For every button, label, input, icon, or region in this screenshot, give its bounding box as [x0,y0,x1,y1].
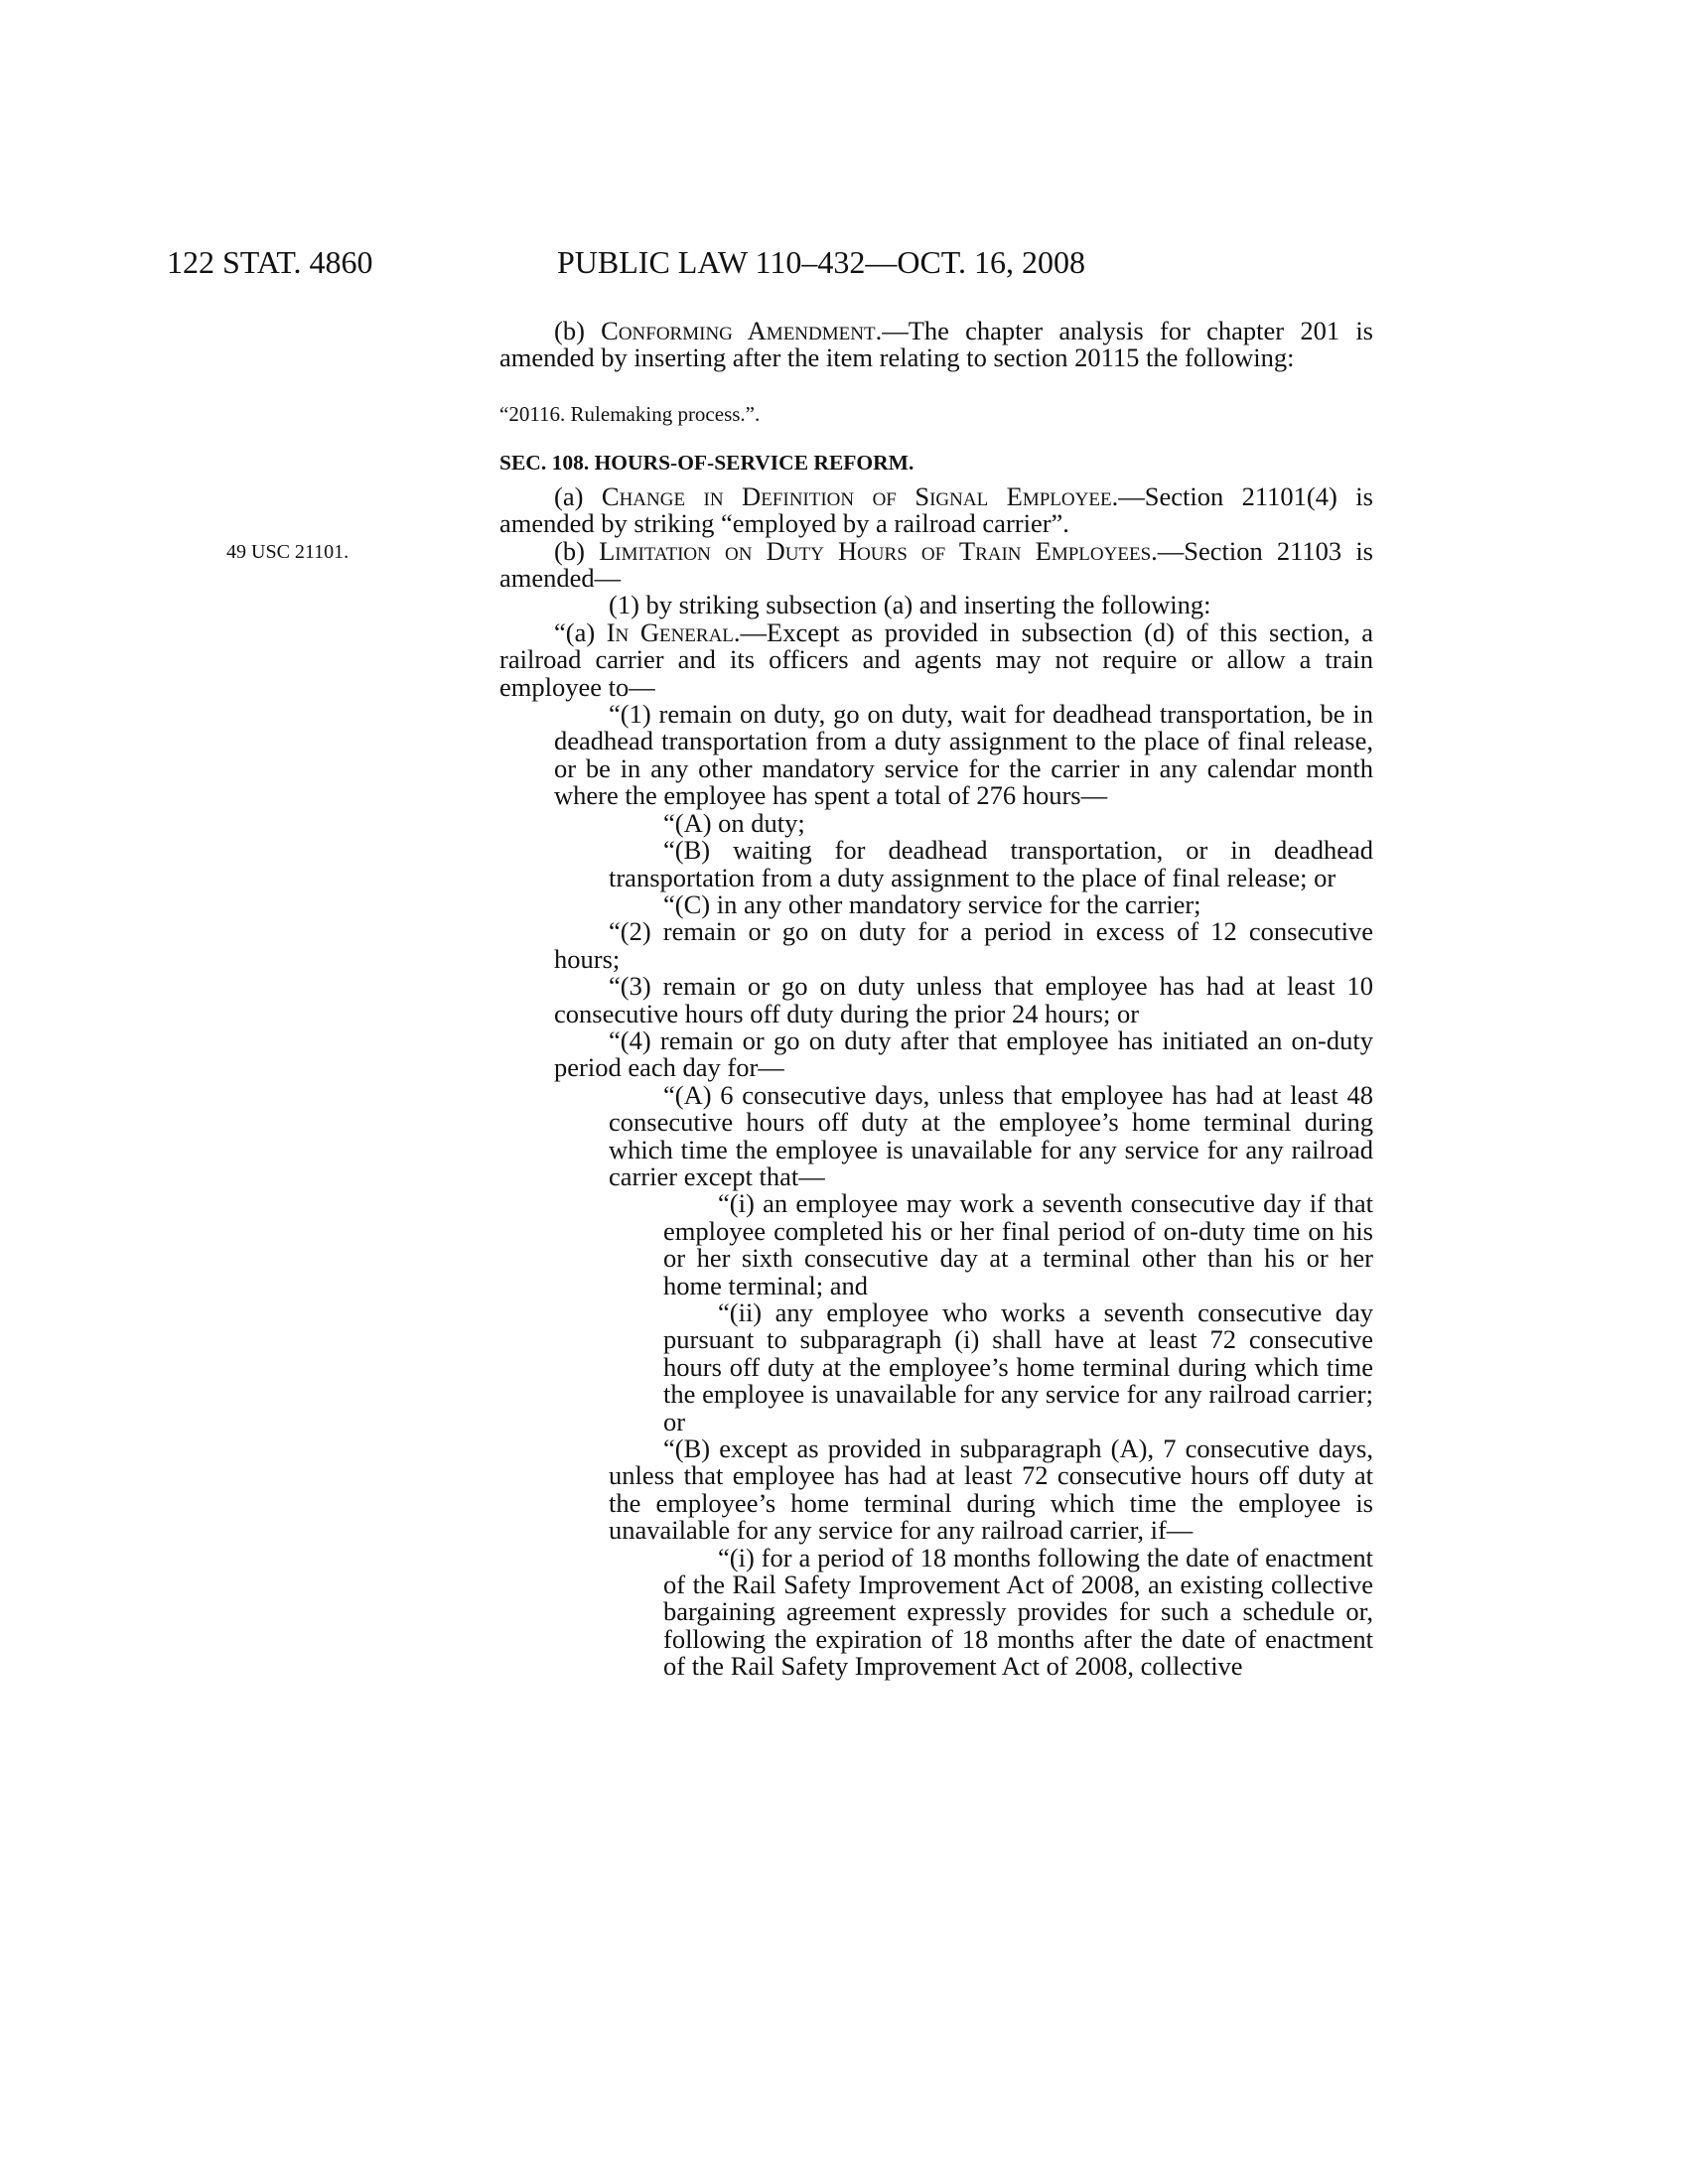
body-text [499,318,1373,1681]
quoted-subsection-a-heading: In General [606,616,734,647]
quoted-subsection-a: “(a) In General.—Except as provided in subsection (d) of this section, a railroad carrier and its officers and agents may not require or allow a train employee to— [499,616,1373,702]
section-heading: SEC. 108. HOURS-OF-SERVICE REFORM. [499,450,914,475]
quoted-clause-4A-ii: “(ii) any employee who works a seventh consecutive day pursuant to subparagraph (i) shall have at least 72 consecutive hours off duty at the employee’s home terminal during which time the employee is unavailable for any service for any railroad carrier; or [663,1297,1373,1436]
conforming-amendment-paragraph: (b) Conforming Amendment.—The chapter analysis for chapter 201 is amended by inserting after the item relating to section 20115 the following: [499,316,1373,373]
quoted-subparagraph-4A: “(A) 6 consecutive days, unless that employee has had at least 48 consecutive hours off duty at the employee’s home terminal during which time the employee is unavailable for any service for any railroad carrier except that— [609,1079,1373,1191]
quoted-paragraph-1: “(1) remain on duty, go on duty, wait for deadhead transportation, be in deadhead transportation from a duty assignment to the place of final release, or be in any other mandatory service for the carrier in any calendar month where the employee has spent a total of 276 hours— [554,699,1373,811]
quoted-paragraph-3: “(3) remain or go on duty unless that employee has had at least 10 consecutive hours off duty during the prior 24 hours; or [554,971,1373,1028]
subsection-b-heading: Limitation on Duty Hours of Train Employees [599,535,1152,566]
subsection-a: (a) Change in Definition of Signal Employee.—Section 21101(4) is amended by striking “employed by a railroad carrier”. [499,480,1373,539]
quoted-paragraph-2: “(2) remain or go on duty for a period in excess of 12 consecutive hours; [554,916,1373,974]
quoted-subparagraph-4B: “(B) except as provided in subparagraph (A), 7 consecutive days, unless that employee has had at least 72 consecutive hours off duty at the employee’s home terminal during which time the employee is unavailable for any service for any railroad carrier, if— [609,1433,1373,1546]
statute-page-number: 122 STAT. 4860 [167,244,373,280]
quoted-clause-4B-i: “(i) for a period of 18 months following the date of enactment of the Rail Safety Improvement Act of 2008, an existing collective bargaining agreement expressly provides for such a schedule or, following the expiration of 18 months after the date of enactment of the Rail Safety Improvement Act of 2008, collective [663,1542,1373,1682]
subsection-b: (b) Limitation on Duty Hours of Train Employees.—Section 21103 is amended— [499,535,1373,594]
margin-citation: 49 USC 21101. [226,541,350,563]
quoted-subparagraph-1C: “(C) in any other mandatory service for the carrier; [663,888,1201,919]
page-header [167,244,1338,288]
paragraph-1: (1) by striking subsection (a) and inserting the following: [609,590,1211,620]
inserted-item: “20116. Rulemaking process.”. [499,401,761,426]
quoted-subparagraph-1A: “(A) on duty; [663,807,805,838]
quoted-subparagraph-1B: “(B) waiting for deadhead transportation, or in deadhead transportation from a duty assignment to the place of final release; or [609,835,1373,892]
quoted-clause-4A-i: “(i) an employee may work a seventh consecutive day if that employee completed his or her final period of on-duty time on his or her sixth consecutive day at a terminal other than his or her home terminal; and [663,1188,1373,1300]
running-title: PUBLIC LAW 110–432—OCT. 16, 2008 [557,244,1085,280]
quoted-paragraph-4: “(4) remain or go on duty after that employee has initiated an on-duty period each day for— [554,1024,1373,1083]
subsection-a-heading: Change in Definition of Signal Employee [601,480,1112,511]
conforming-amendment-heading: Conforming Amendment [601,316,876,345]
